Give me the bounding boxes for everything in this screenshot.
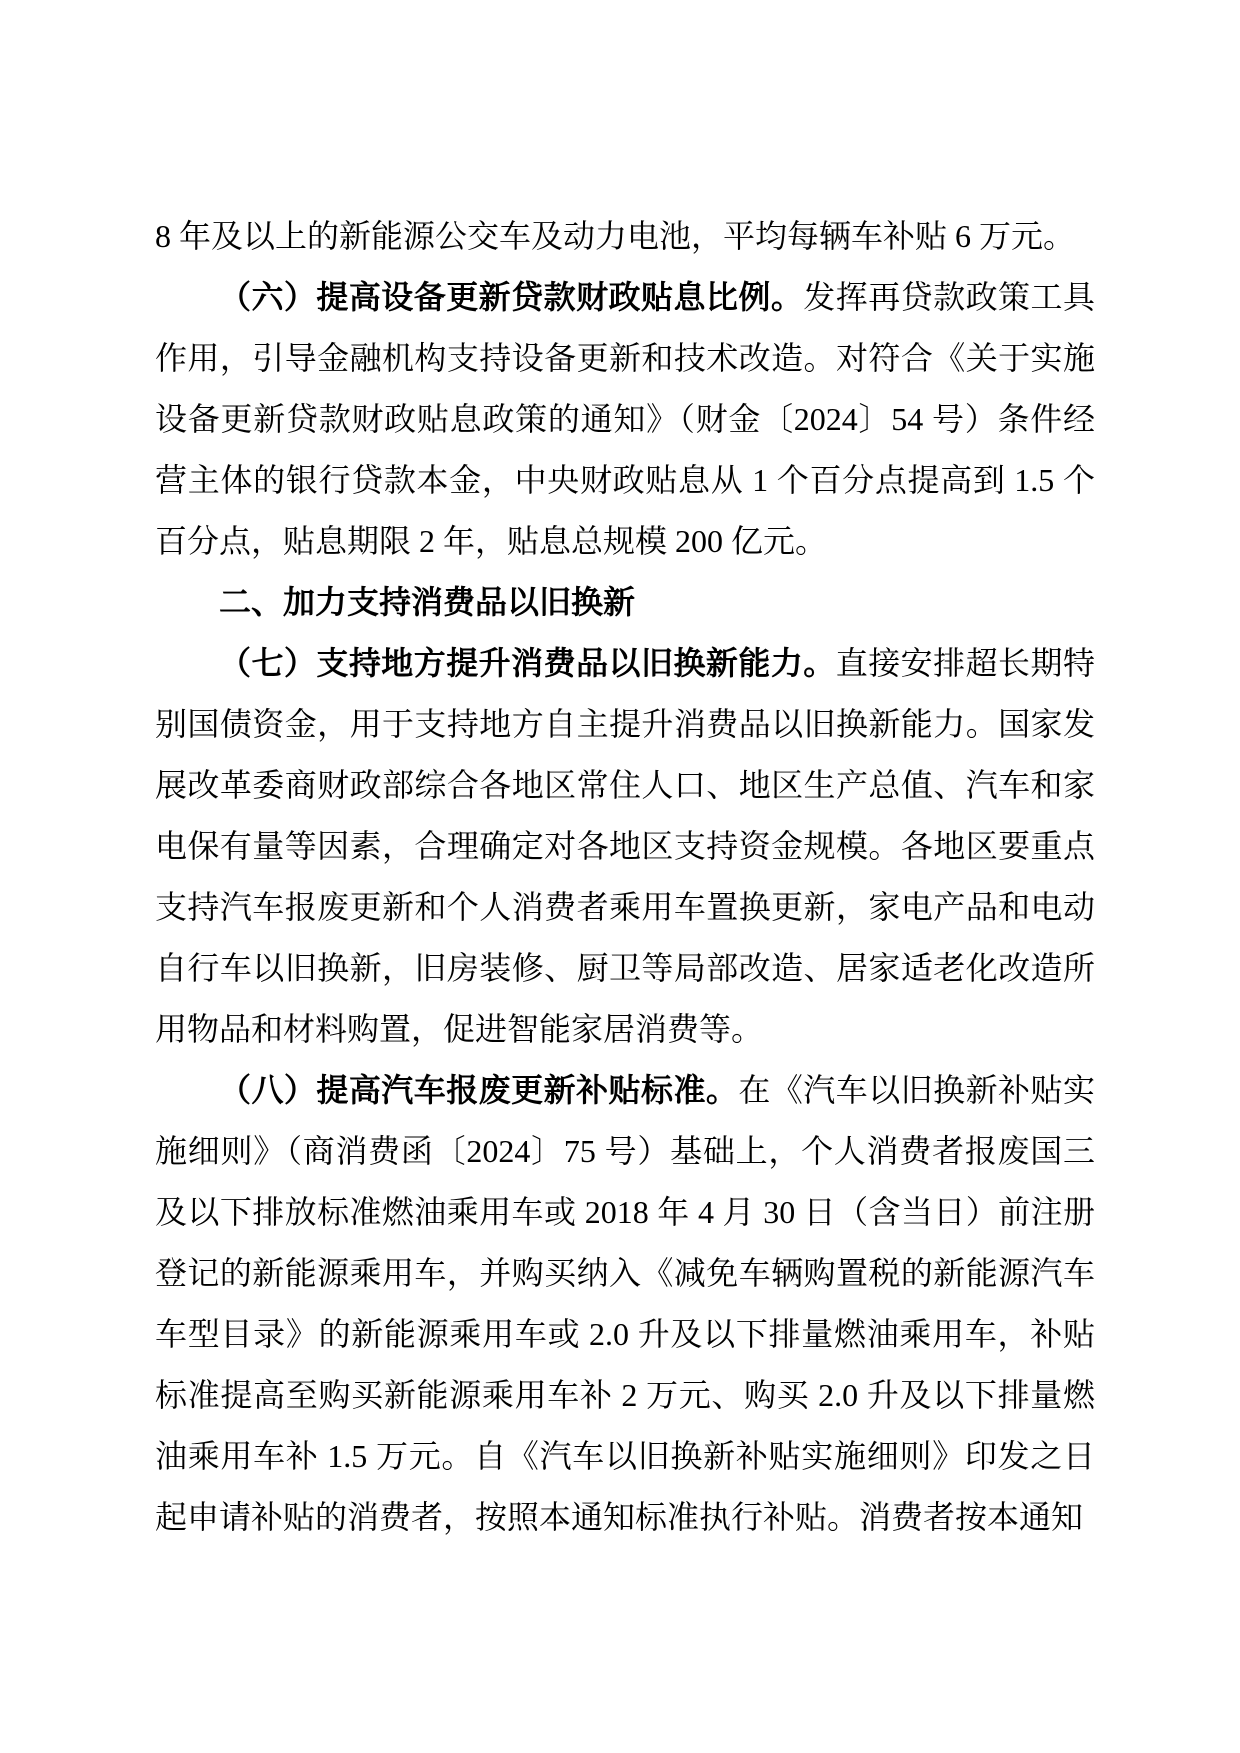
paragraph-item-eight-body: 在《汽车以旧换新补贴实施细则》（商消费函〔2024〕75 号）基础上，个人消费者报废国三及以下排放标准燃油乘用车或 2018 年 4 月 30 日（含当日）前注册登记的新能源乘用车，并购买纳入《减免车辆购置税的新能源汽车车型目录》的新能源乘用车或 2.0 升及以下排量燃油乘用车，补贴标准提高至购买新能源乘用车补 2 万元、购买 2.0 升及以下排量燃油乘用车补 1.5 万元。自《汽车以旧换新补贴实施细则》印发之日起申请补贴的消费者，按照本通知标准执行补贴。消费者按本通知 xyxy=(155,1072,1095,1535)
paragraph-item-seven-lead: （七）支持地方提升消费品以旧换新能力。 xyxy=(219,645,836,681)
paragraph-item-eight xyxy=(155,1060,1095,1548)
paragraph-item-seven-body: 直接安排超长期特别国债资金，用于支持地方自主提升消费品以旧换新能力。国家发展改革委商财政部综合各地区常住人口、地区生产总值、汽车和家电保有量等因素，合理确定对各地区支持资金规模。各地区要重点支持汽车报废更新和个人消费者乘用车置换更新，家电产品和电动自行车以旧换新，旧房装修、厨卫等局部改造、居家适老化改造所用物品和材料购置，促进智能家居消费等。 xyxy=(155,645,1095,1047)
paragraph-item-six xyxy=(155,267,1095,572)
paragraph-item-six-lead: （六）提高设备更新贷款财政贴息比例。 xyxy=(219,279,804,315)
paragraph-item-six-body: 发挥再贷款政策工具作用，引导金融机构支持设备更新和技术改造。对符合《关于实施设备更新贷款财政贴息政策的通知》（财金〔2024〕54 号）条件经营主体的银行贷款本金，中央财政贴息从 1 个百分点提高到 1.5 个百分点，贴息期限 2 年，贴息总规模 200 亿元。 xyxy=(155,279,1095,559)
document-text-column xyxy=(155,206,1095,1548)
paragraph-continuation: 8 年及以上的新能源公交车及动力电池，平均每辆车补贴 6 万元。 xyxy=(155,218,1076,254)
paragraph-item-seven xyxy=(155,633,1095,1060)
section-two-heading: 二、加力支持消费品以旧换新 xyxy=(219,584,636,620)
paragraph-item-eight-lead: （八）提高汽车报废更新补贴标准。 xyxy=(219,1072,739,1108)
